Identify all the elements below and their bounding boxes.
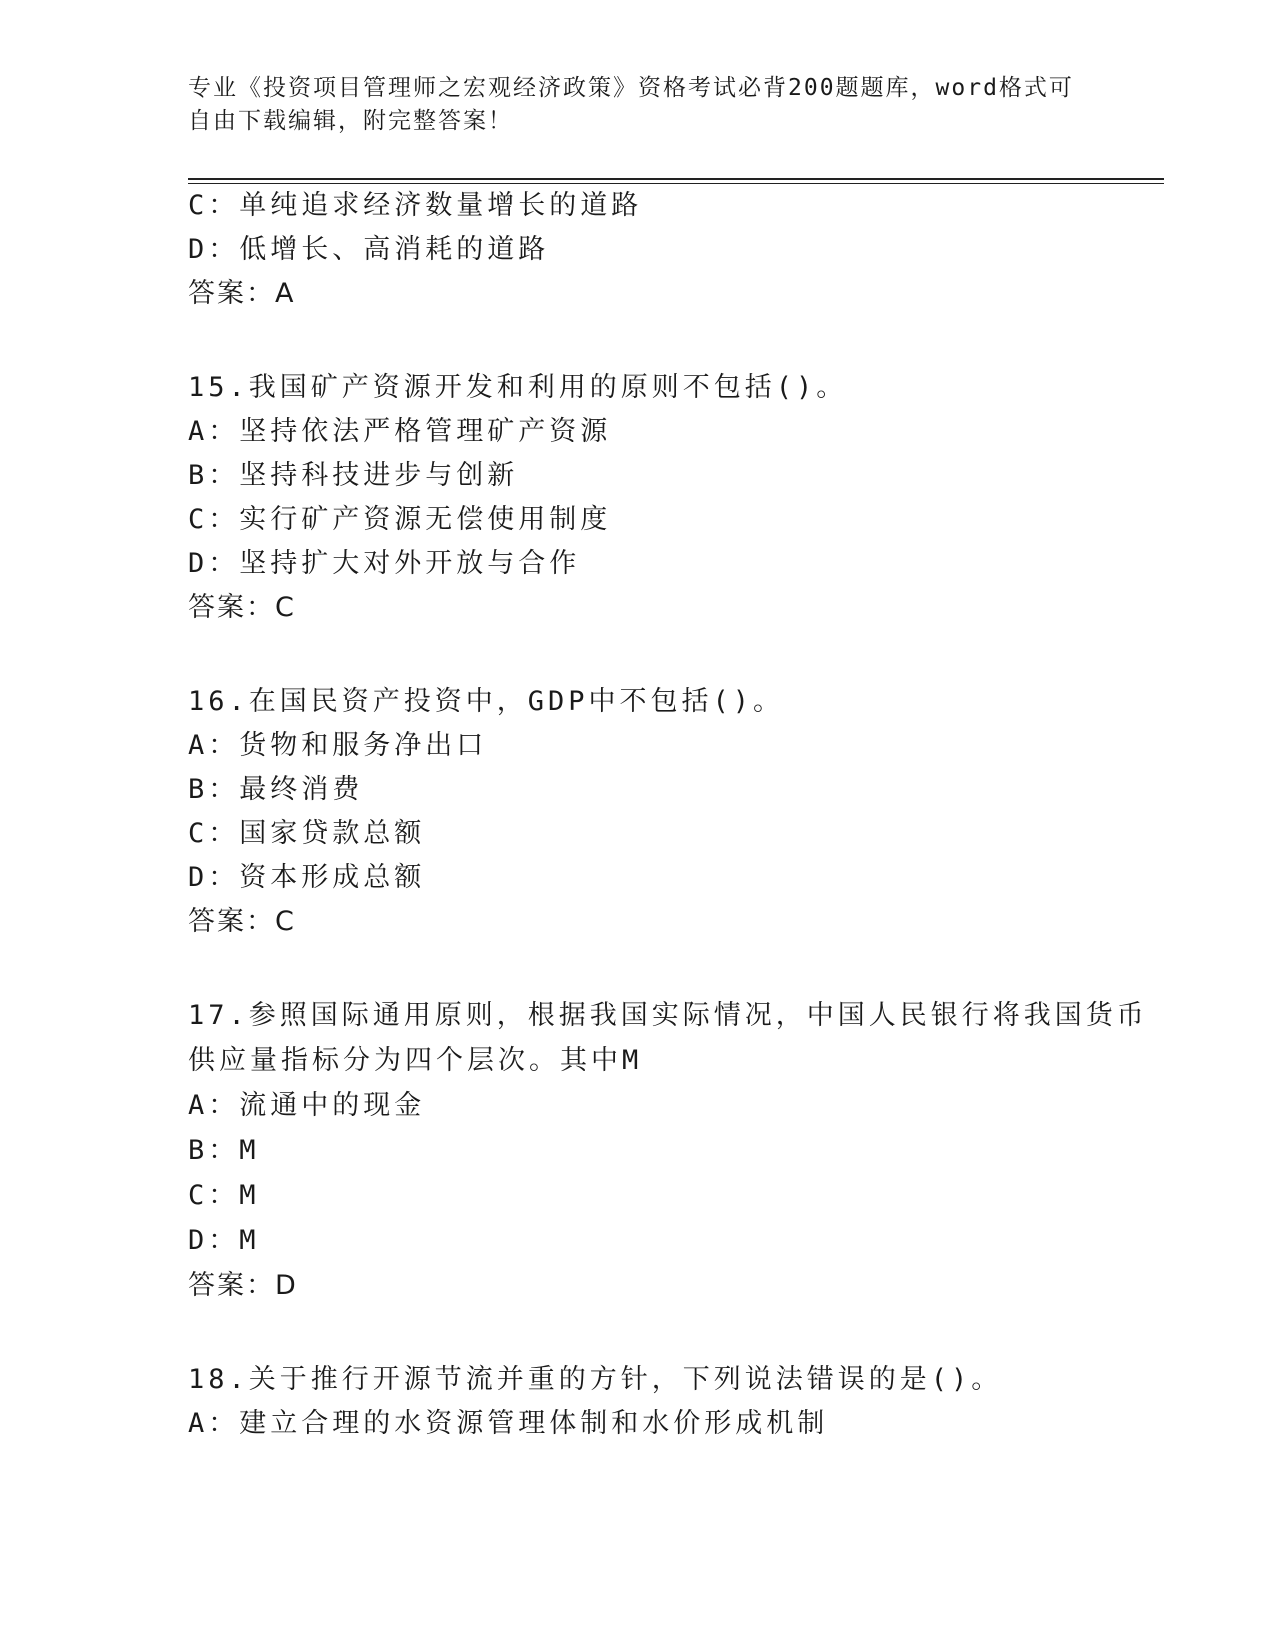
answer-line: 答案：D xyxy=(188,1270,298,1301)
option-c: C：国家贷款总额 xyxy=(188,818,426,849)
question-15: 15.我国矿产资源开发和利用的原则不包括()。 xyxy=(188,372,848,403)
option-d: D：坚持扩大对外开放与合作 xyxy=(188,548,581,579)
option-c: C：M xyxy=(188,1180,260,1211)
question-16: 16.在国民资产投资中，GDP中不包括()。 xyxy=(188,686,785,717)
answer-line: 答案：C xyxy=(188,592,296,623)
question-18: 18.关于推行开源节流并重的方针，下列说法错误的是()。 xyxy=(188,1364,1003,1395)
option-a: A：流通中的现金 xyxy=(188,1090,426,1121)
option-a: A：货物和服务净出口 xyxy=(188,730,488,761)
option-a: A：坚持依法严格管理矿产资源 xyxy=(188,416,612,447)
header-line-1: 专业《投资项目管理师之宏观经济政策》资格考试必背200题题库，word格式可 xyxy=(188,75,1074,101)
option-d: D：M xyxy=(188,1225,260,1256)
option-c: C：实行矿产资源无偿使用制度 xyxy=(188,504,612,535)
header-divider-thin xyxy=(188,183,1164,184)
option-c: C：单纯追求经济数量增长的道路 xyxy=(188,190,643,221)
option-d: D：资本形成总额 xyxy=(188,862,426,893)
option-a: A：建立合理的水资源管理体制和水价形成机制 xyxy=(188,1408,829,1439)
header-divider-thick xyxy=(188,178,1164,180)
answer-line: 答案：A xyxy=(188,278,296,309)
header-line-2: 自由下载编辑，附完整答案！ xyxy=(188,108,513,134)
option-b: B：M xyxy=(188,1135,260,1166)
answer-line: 答案：C xyxy=(188,906,296,937)
document-header xyxy=(188,72,1088,138)
question-17: 17.参照国际通用原则，根据我国实际情况，中国人民银行将我国货币 xyxy=(188,1000,1148,1031)
option-b: B：坚持科技进步与创新 xyxy=(188,460,519,491)
question-17-continued: 供应量指标分为四个层次。其中M xyxy=(188,1045,643,1076)
option-b: B：最终消费 xyxy=(188,774,364,805)
option-d: D：低增长、高消耗的道路 xyxy=(188,234,550,265)
